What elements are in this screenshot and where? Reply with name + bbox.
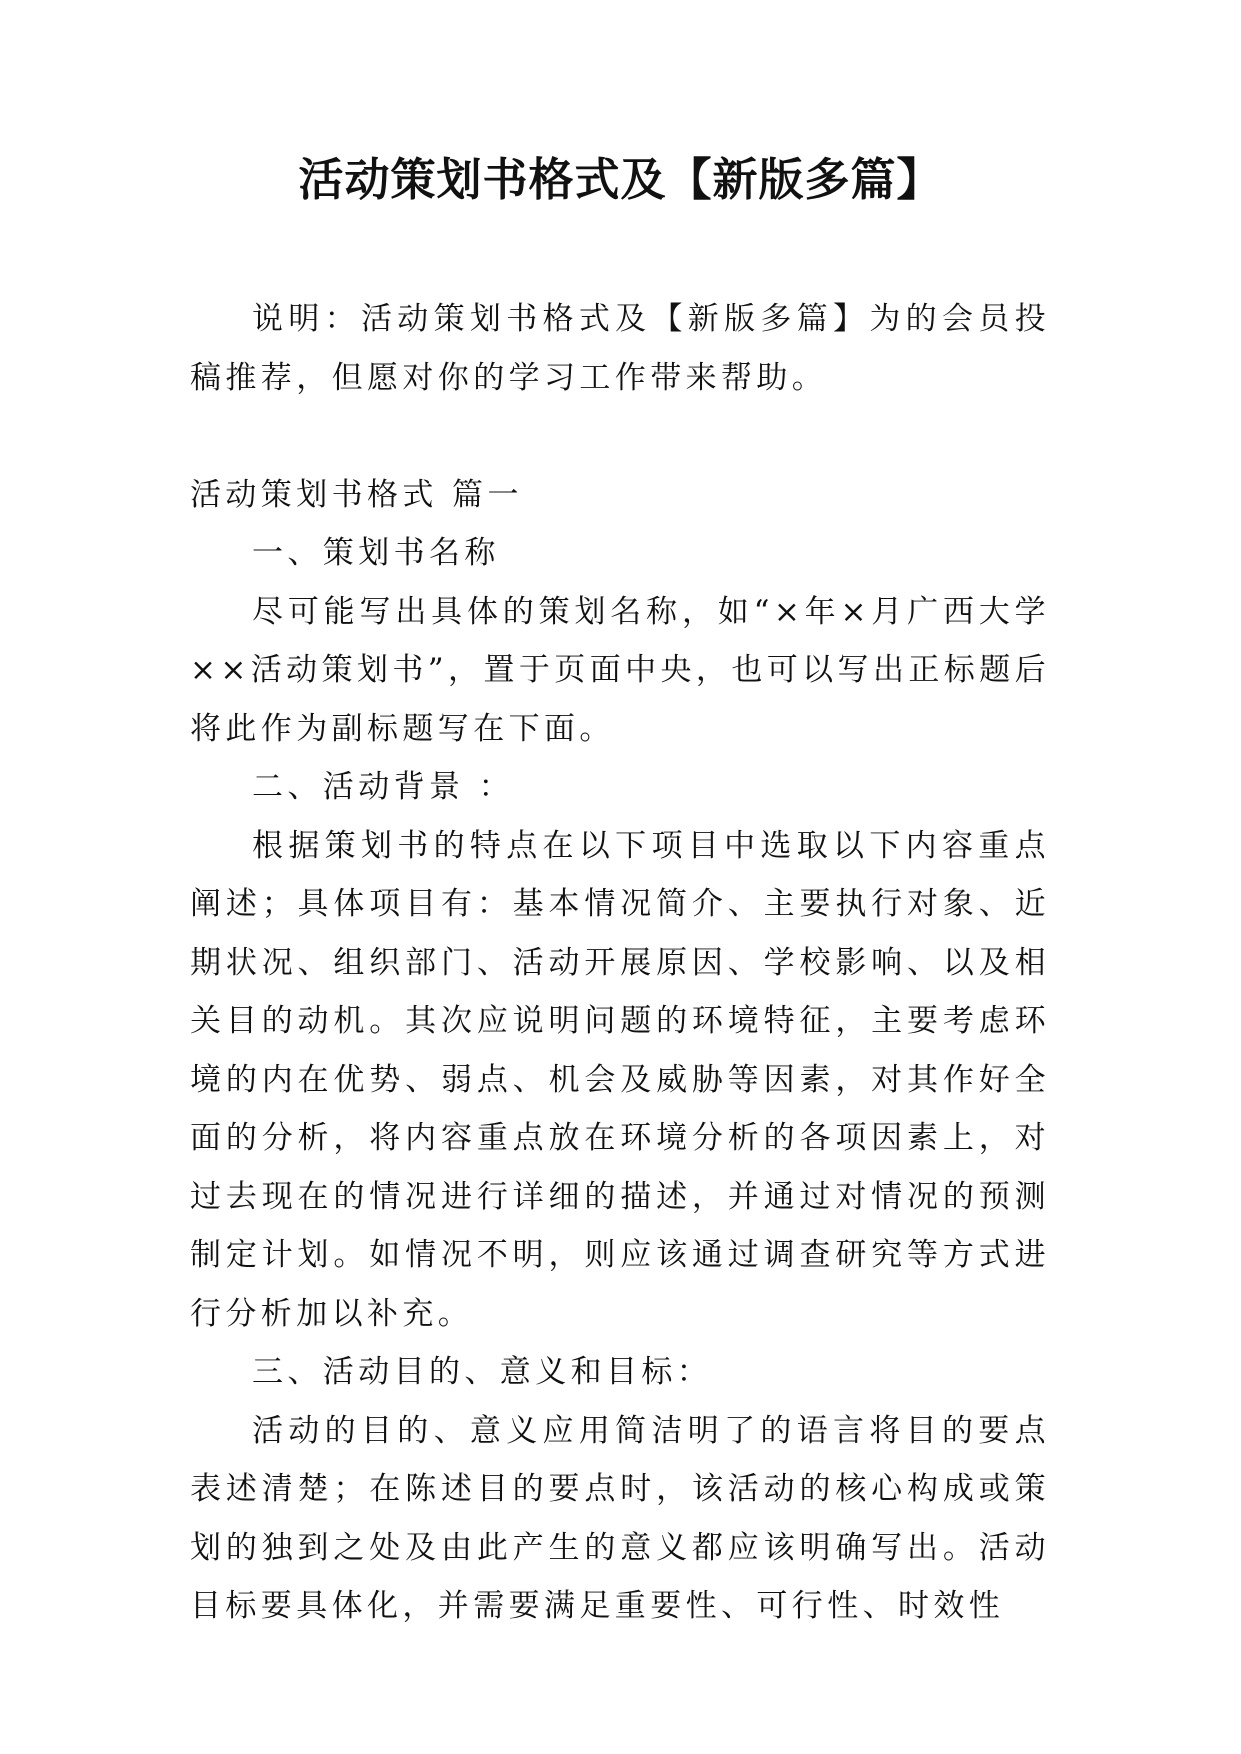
paragraph-background: 根据策划书的特点在以下项目中选取以下内容重点阐述；具体项目有：基本情况简介、主要执行对象、近期状况、组织部门、活动开展原因、学校影响、以及相关目的动机。其次应说明问题的环境特征，主要考虑环境的内在优势、弱点、机会及威胁等因素，对其作好全面的分析，将内容重点放在环境分析的各项因素上，对过去现在的情况进行详细的描述，并通过对情况的预测制定计划。如情况不明，则应该通过调查研究等方式进行分析加以补充。 bbox=[190, 827, 1050, 1332]
spacer bbox=[190, 407, 1050, 466]
heading-name: 一、策划书名称 bbox=[252, 535, 500, 571]
paragraph-purpose: 活动的目的、意义应用简洁明了的语言将目的要点表述清楚；在陈述目的要点时，该活动的核心构成或策划的独到之处及由此产生的意义都应该明确写出。活动目标要具体化，并需要满足重要性、可行性、时效性 bbox=[190, 1412, 1050, 1624]
intro-paragraph: 说明：活动策划书格式及【新版多篇】为的会员投稿推荐，但愿对你的学习工作带来帮助。 bbox=[190, 301, 1050, 396]
document-title: 活动策划书格式及【新版多篇】 bbox=[298, 153, 943, 206]
paragraph-name: 尽可能写出具体的策划名称，如“×年×月广西大学××活动策划书”，置于页面中央，也可以写出正标题后将此作为副标题写在下面。 bbox=[190, 593, 1050, 747]
document-body bbox=[190, 290, 1050, 1636]
heading-background: 二、活动背景 ： bbox=[252, 769, 515, 805]
section-heading: 活动策划书格式 篇一 bbox=[190, 476, 523, 513]
heading-purpose: 三、活动目的、意义和目标： bbox=[252, 1354, 713, 1390]
